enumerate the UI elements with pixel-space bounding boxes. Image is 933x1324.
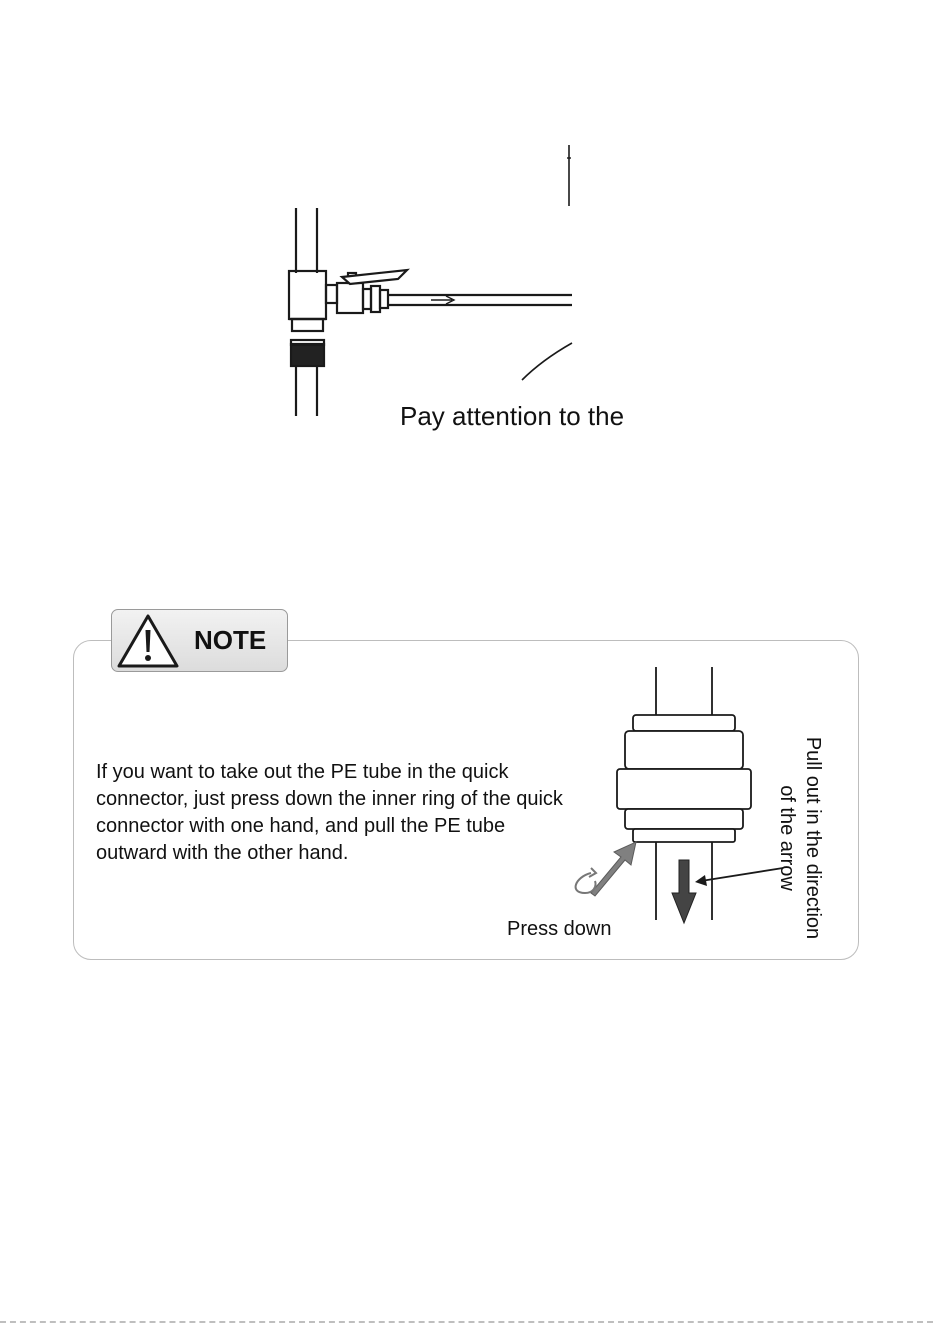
valve-diagram	[280, 140, 580, 425]
page-bottom-divider	[0, 1321, 933, 1323]
quick-connector-diagram	[555, 665, 795, 935]
press-down-label: Press down	[507, 918, 612, 940]
pull-out-label-line1: Pull out in the direction	[802, 736, 824, 940]
pull-out-label-line2: of the arrow	[776, 785, 798, 891]
valve-caption: Pay attention to the	[400, 401, 625, 431]
note-title: NOTE	[194, 625, 267, 655]
note-instruction-text: If you want to take out the PE tube in the quick connector, just press down the inner ring of the quick connector with one hand, and pull the PE tube outward with the other hand.	[96, 761, 563, 864]
warning-triangle-icon	[116, 612, 180, 670]
pull-out-label	[774, 719, 826, 957]
